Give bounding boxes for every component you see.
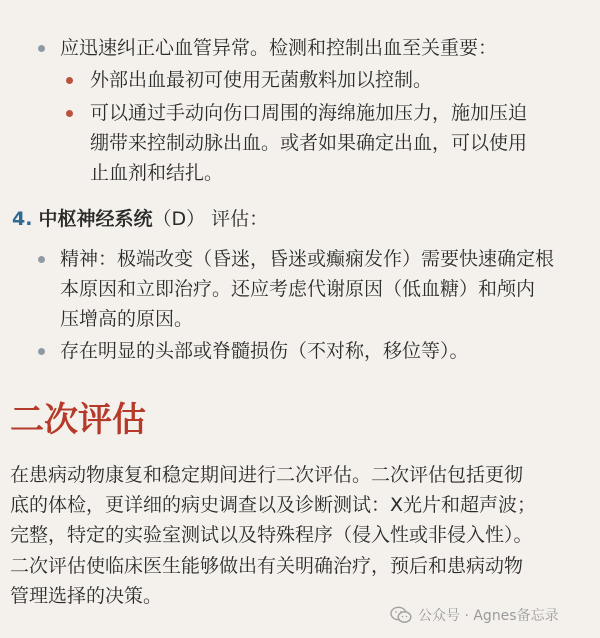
paragraph-line: 底的体检，更详细的病史调查以及诊断测试：X光片和超声波； <box>10 494 537 516</box>
bullet-dot <box>38 256 45 263</box>
section-number: 4. <box>12 208 33 230</box>
bullet-text: 应迅速纠正心血管异常。检测和控制出血至关重要： <box>60 37 498 59</box>
wechat-icon <box>390 606 412 624</box>
watermark <box>390 601 559 629</box>
sub-bullet-text: 可以通过手动向伤口周围的海绵施加压力，施加压迫 <box>90 102 528 124</box>
section-title-rest: （D） 评估： <box>152 208 269 230</box>
bullet-dot <box>38 45 45 52</box>
paragraph-line: 二次评估使临床医生能够做出有关明确治疗，预后和患病动物 <box>10 555 524 577</box>
paragraph-line: 完整，特定的实验室测试以及特殊程序（侵入性或非侵入性）。 <box>10 524 533 546</box>
paragraph-line: 在患病动物康复和稳定期间进行二次评估。二次评估包括更彻 <box>10 464 524 486</box>
sub-bullet-dot <box>66 77 73 84</box>
watermark-text: 公众号 · Agnes备忘录 <box>418 608 559 624</box>
sub-bullet-text: 绷带来控制动脉出血。或者如果确定出血，可以使用 <box>90 132 528 154</box>
section-title-bold: 中枢神经系统 <box>38 208 153 230</box>
bullet-text: 存在明显的头部或脊髓损伤（不对称，移位等）。 <box>60 340 469 362</box>
bullet-text: 精神：极端改变（昏迷，昏迷或癫痫发作）需要快速确定根 <box>60 248 555 270</box>
sub-bullet-text: 止血剂和结扎。 <box>90 162 224 184</box>
section-heading <box>12 206 268 232</box>
bullet-text: 本原因和立即治疗。还应考虑代谢原因（低血糖）和颅内 <box>60 278 536 300</box>
bullet-dot <box>38 348 45 355</box>
section-title: 二次评估 <box>10 400 146 440</box>
bullet-text: 压增高的原因。 <box>60 308 194 330</box>
sub-bullet-dot <box>66 110 73 117</box>
paragraph-line: 管理选择的决策。 <box>10 585 163 607</box>
sub-bullet-text: 外部出血最初可使用无菌敷料加以控制。 <box>90 69 433 91</box>
